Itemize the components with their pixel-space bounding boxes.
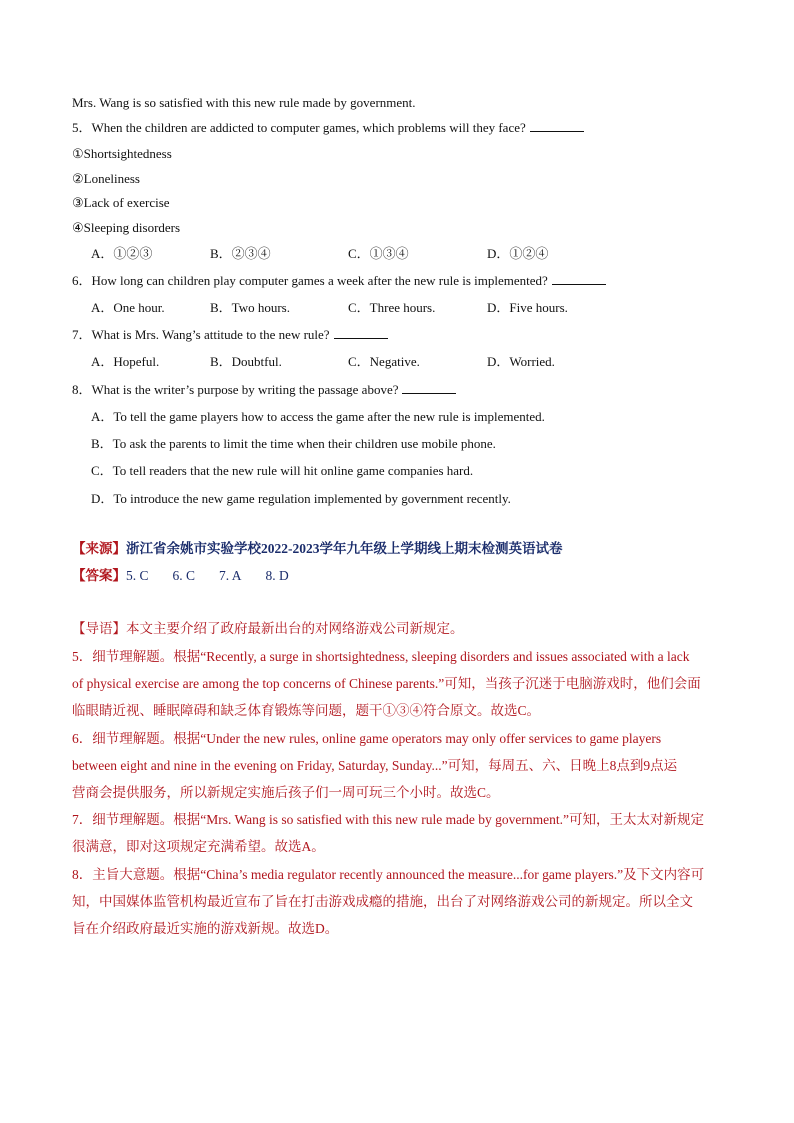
answer-8: 8. D (265, 568, 289, 583)
explanation-line: 很满意，即对这项规定充满希望。故选A。 (72, 839, 325, 854)
answer-line (72, 567, 289, 585)
q6-option-b: B．Two hours. (210, 300, 290, 315)
question-7-text: 7．What is Mrs. Wang’s attitude to the new rule? (72, 327, 330, 342)
q5-option-d: D．①②④ (487, 246, 549, 261)
guide-line (72, 620, 464, 638)
answer-tag: 【答案】 (72, 568, 126, 583)
q5-item-3: ③Lack of exercise (72, 195, 170, 210)
q8-option-c: C．To tell readers that the new rule will hit online game companies hard. (91, 463, 474, 478)
question-5-text: 5．When the children are addicted to computer games, which problems will they face? (72, 120, 526, 135)
q7-option-c: C．Negative. (348, 354, 420, 369)
question-6-text: 6．How long can children play computer games a week after the new rule is implemented? (72, 273, 548, 288)
explanation-line: 旨在介绍政府最近实施的游戏新规。故选D。 (72, 921, 339, 936)
answer-7: 7. A (219, 568, 242, 583)
question-8-stem (72, 381, 456, 399)
explanation-line: 7．细节理解题。根据“Mrs. Wang is so satisfied with this new rule made by government.”可知，王太太对新规定 (72, 812, 704, 827)
guide-text: 本文主要介绍了政府最新出台的对网络游戏公司新规定。 (126, 621, 464, 636)
q5-option-b: B．②③④ (210, 246, 271, 261)
explanation-line: 知，中国媒体监管机构最近宣布了旨在打击游戏成瘾的措施，出台了对网络游戏公司的新规定。所以全文 (72, 894, 693, 909)
explanation-line: 6．细节理解题。根据“Under the new rules, online game operators may only offer services to game players (72, 731, 662, 746)
answer-5: 5. C (126, 568, 149, 583)
q5-option-a: A．①②③ (91, 246, 153, 261)
explanation-line: 临眼睛近视、睡眠障碍和缺乏体育锻炼等问题，题干①③④符合原文。故选C。 (72, 703, 541, 718)
answer-blank (552, 272, 606, 285)
answer-blank (530, 119, 584, 132)
q7-option-b: B．Doubtful. (210, 354, 282, 369)
q6-option-d: D．Five hours. (487, 300, 568, 315)
explanation-line: 8．主旨大意题。根据“China’s media regulator recently announced the measure...for game players.”及下文内容可 (72, 867, 705, 882)
q7-option-d: D．Worried. (487, 354, 555, 369)
q7-option-a: A．Hopeful. (91, 354, 160, 369)
explanation-line: between eight and nine in the evening on Friday, Saturday, Sunday...”可知，每周五、六、日晚上8点到9点运 (72, 758, 678, 773)
q8-option-b: B．To ask the parents to limit the time when their children use mobile phone. (91, 436, 496, 451)
source-text: 浙江省余姚市实验学校2022-2023学年九年级上学期线上期末检测英语试卷 (126, 541, 563, 556)
explanation-line: 5．细节理解题。根据“Recently, a surge in shortsightedness, sleeping disorders and issues associated with a lack (72, 649, 690, 664)
q6-option-c: C．Three hours. (348, 300, 436, 315)
q5-item-1: ①Shortsightedness (72, 146, 172, 161)
question-6-stem (72, 272, 606, 290)
question-8-text: 8．What is the writer’s purpose by writing the passage above? (72, 382, 399, 397)
question-5-stem (72, 119, 584, 137)
answer-blank (334, 326, 388, 339)
q5-option-c: C．①③④ (348, 246, 409, 261)
answer-blank (402, 381, 456, 394)
explanation-line: of physical exercise are among the top concerns of Chinese parents.”可知，当孩子沉迷于电脑游戏时，他们会面 (72, 676, 701, 691)
q5-item-4: ④Sleeping disorders (72, 220, 181, 235)
answer-6: 6. C (172, 568, 196, 583)
explanation-line: 营商会提供服务，所以新规定实施后孩子们一周可玩三个小时。故选C。 (72, 785, 500, 800)
q6-option-a: A．One hour. (91, 300, 165, 315)
source-tag: 【来源】 (72, 541, 126, 556)
q5-item-2: ②Loneliness (72, 171, 140, 186)
source-line (72, 540, 563, 558)
question-7-stem (72, 326, 388, 344)
guide-tag: 【导语】 (72, 621, 126, 636)
intro-line: Mrs. Wang is so satisfied with this new rule made by government. (72, 95, 416, 110)
q8-option-d: D．To introduce the new game regulation implemented by government recently. (91, 491, 511, 506)
q8-option-a: A．To tell the game players how to access the game after the new rule is implemented. (91, 409, 545, 424)
